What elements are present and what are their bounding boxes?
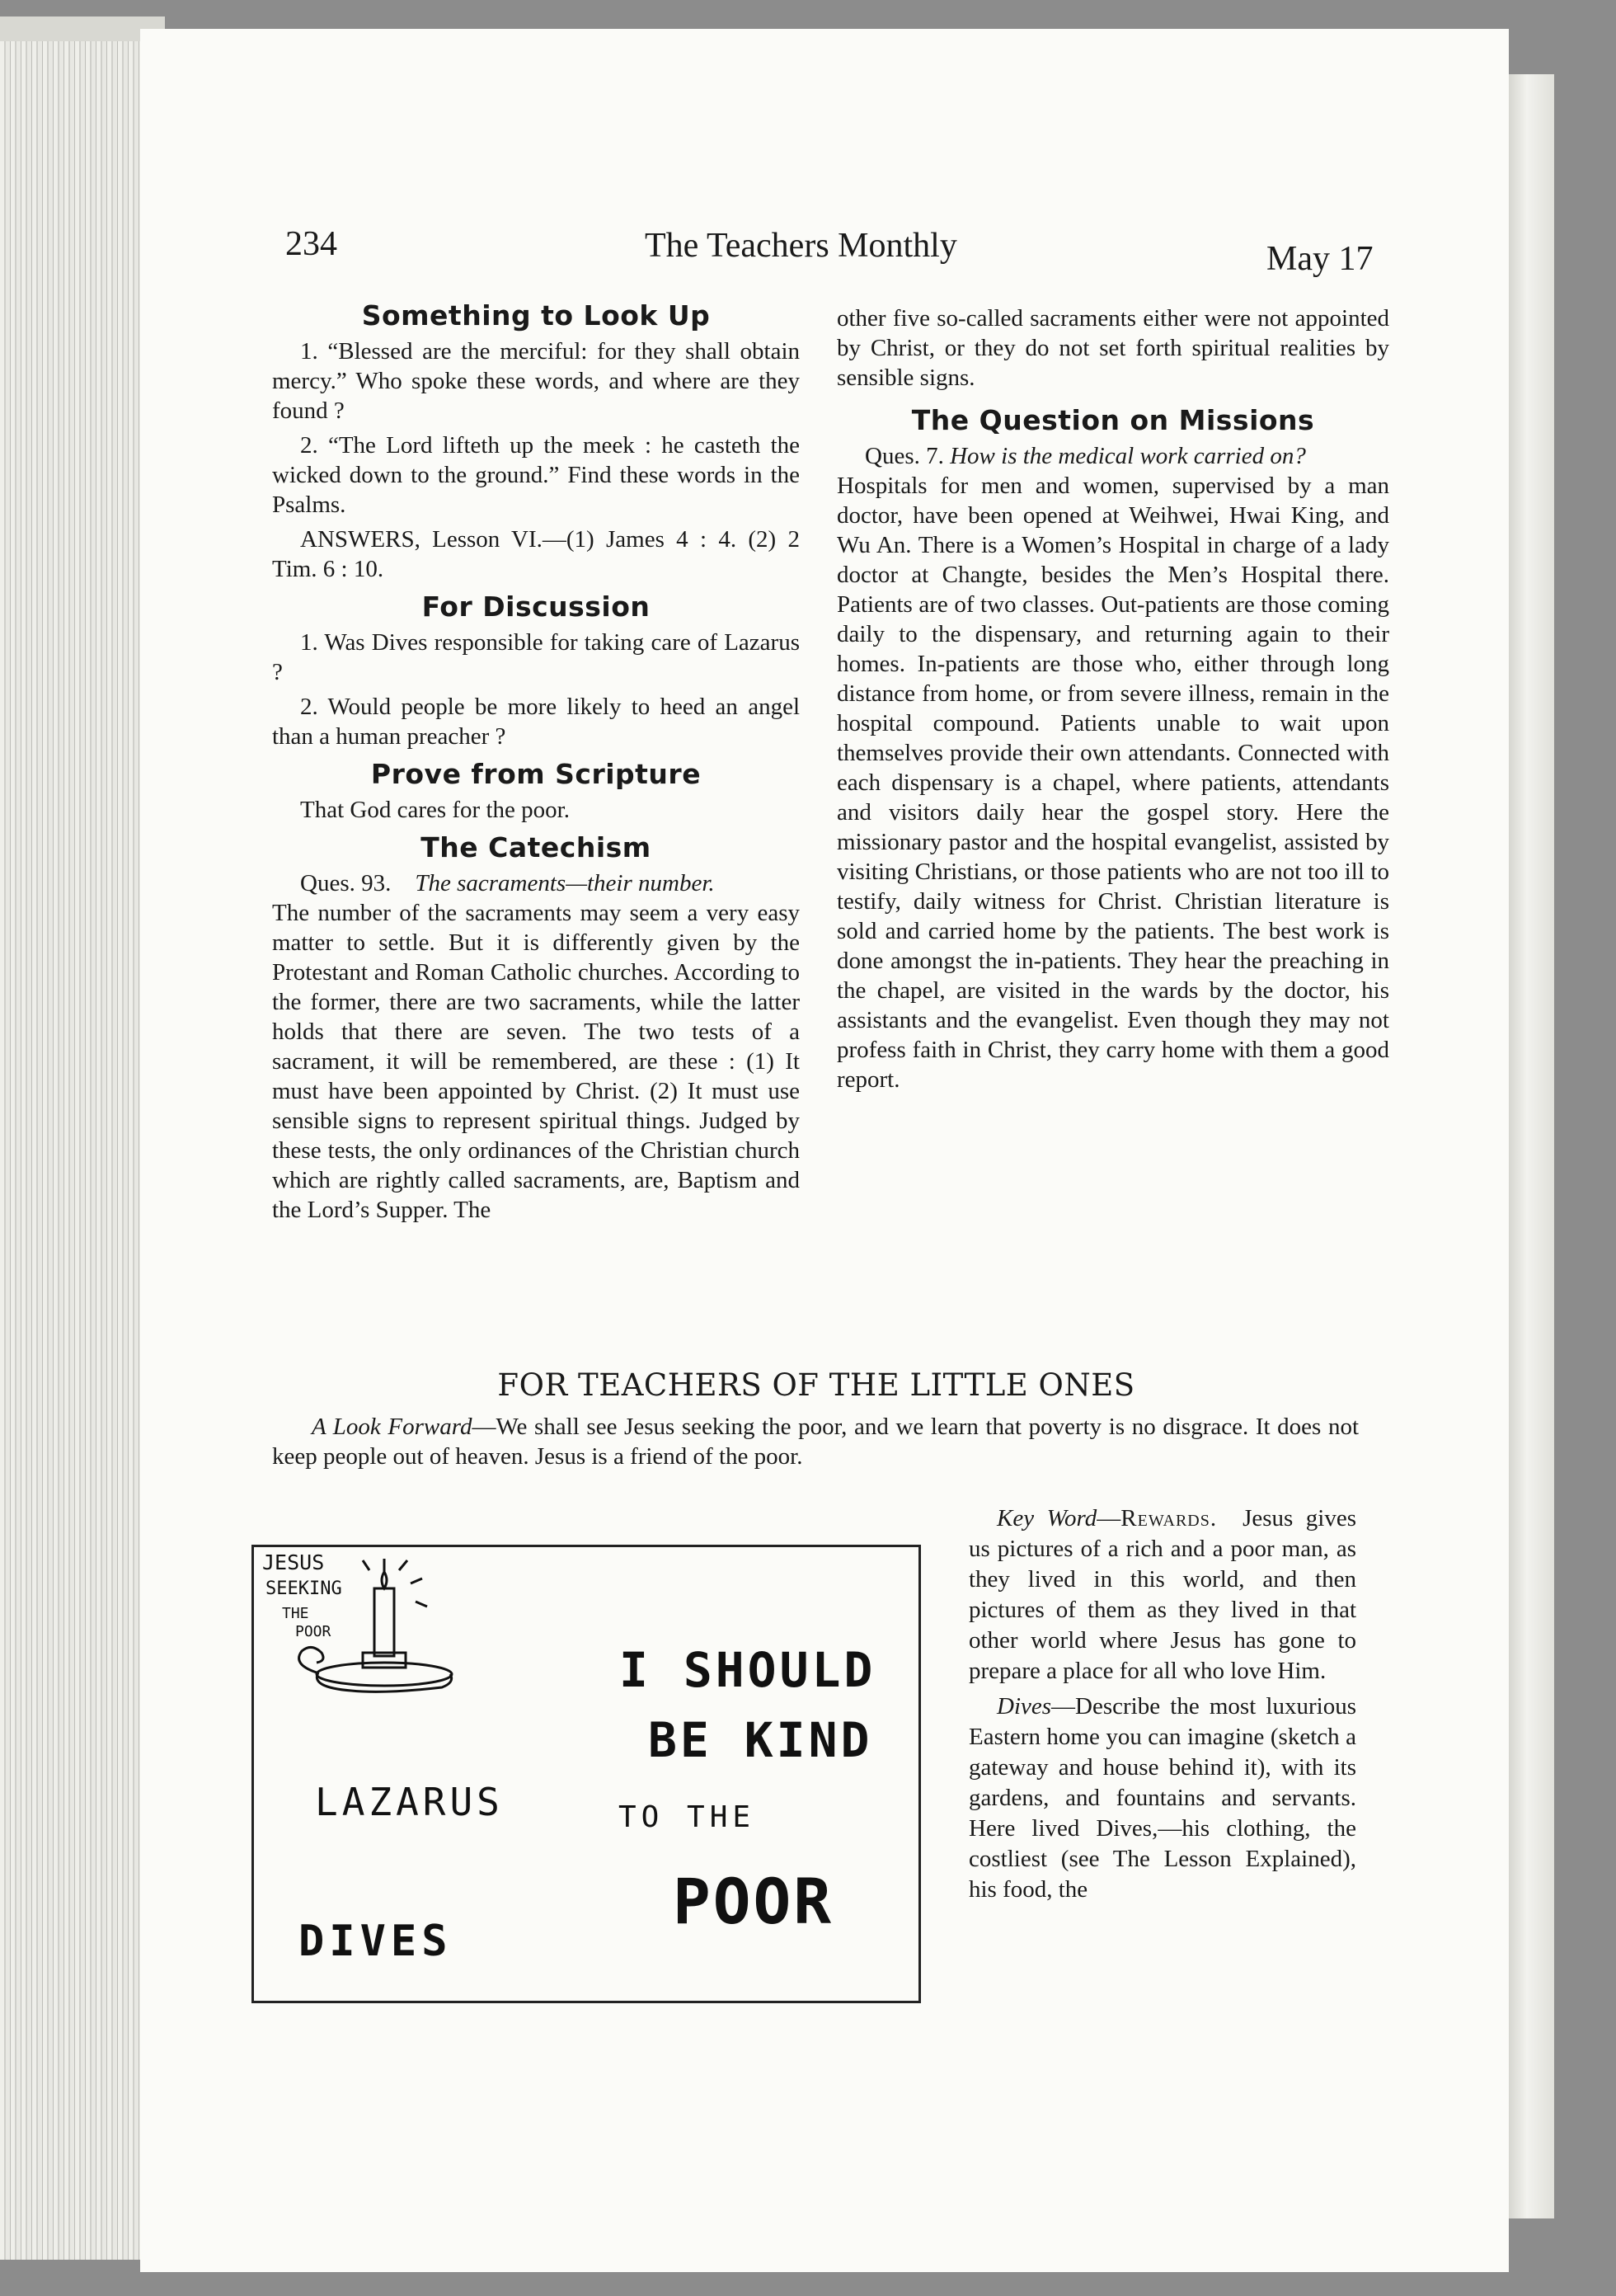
issue-date: May 17 — [1266, 240, 1374, 278]
question-1: 1. “Blessed are the merciful: for they shall obtain mercy.” Who spoke these words, and where are they found ? — [272, 338, 800, 424]
look-forward — [272, 1412, 1359, 1476]
dives-text: —Describe the most luxurious Eastern home you can imagine (sketch a gateway and house behind it), with its gardens, and fountains and servants. Here lived Dives,—his clothing, the costliest (see The Lesson Explained), his food, the — [969, 1693, 1356, 1903]
key-word-label: Key Word — [997, 1505, 1097, 1531]
prove-text: That God cares for the poor. — [300, 797, 570, 823]
discussion-2: 2. Would people be more likely to heed an angel than a human preacher ? — [272, 694, 800, 750]
discussion-1: 1. Was Dives responsible for taking care of Lazarus ? — [272, 629, 800, 685]
facing-page-edge — [1509, 74, 1554, 2218]
heading-for-discussion: For Discussion — [421, 590, 651, 623]
candle-icon — [279, 1555, 460, 1696]
board-dives: DIVES — [298, 1917, 453, 1966]
little-ones-title: FOR TEACHERS OF THE LITTLE ONES — [497, 1367, 1135, 1403]
blackboard-illustration — [251, 1545, 921, 2003]
board-the: THE — [282, 1605, 309, 1622]
board-i-should: I SHOULD — [619, 1642, 876, 1698]
dives-label: Dives — [997, 1693, 1052, 1720]
catechism-continued: other five so-called sacraments either were not appointed by Christ, or they do not set forth spiritual realities by sensible signs. — [837, 305, 1389, 391]
board-to-the: TO THE — [618, 1800, 756, 1834]
missions-label: Ques. 7. — [865, 443, 944, 469]
catechism-title: The sacraments—their number. — [415, 870, 715, 896]
heading-catechism: The Catechism — [420, 831, 651, 863]
board-be-kind: BE KIND — [648, 1712, 873, 1768]
left-column — [272, 293, 800, 1230]
right-column — [837, 303, 1389, 1099]
catechism-question — [272, 868, 800, 898]
missions-answer: Hospitals for men and women, supervised by a man doctor, have been opened at Weihwei, Hwai King, and Wu An. There is a Women’s Hospital in charge of a lady doctor at Changte, besides the Men’s Hospital there. Patients are of two classes. Out-patients are those coming daily to the dispensary, and returning again to their homes. In-patients are those who, either through long distance from home, or from severe illness, remain in the hospital compound. Patients unable to wait upon themselves provide their own attendants. Connected with each dispensary is a chapel, where patients, attendants and visitors daily hear the gospel story. Here the missionary pastor and the hospital evangelist, assisted by visiting Christians, or those patients who are not too ill to testify, daily witness for Christ. Christian literature is sold and carried home by the patients. The best work is done amongst the in-patients. They hear the preaching in the chapel, are visited in the wards by the doctor, his assistants and the evangelist. Even though they may not profess faith in Christ, they carry home with them a good report. — [837, 473, 1389, 1093]
missions-question — [837, 441, 1389, 471]
board-jesus: JESUS — [262, 1550, 325, 1574]
key-word-text: Jesus gives us pictures of a rich and a poor man, as they lived in this world, and then pictures of them as they lived in that other world where Jesus has gone to prepare a place for all who love Him. — [969, 1505, 1357, 1684]
dives-paragraph — [969, 1691, 1356, 1905]
board-lazarus: LAZARUS — [315, 1780, 504, 1824]
book-page-stack — [0, 33, 140, 2260]
running-title: The Teachers Monthly — [645, 227, 957, 265]
page-number: 234 — [285, 225, 337, 263]
key-word-paragraph: Key Word—Rewards. Jesus gives us pictures of a rich and a poor man, as they lived in this world, and then pictures of them as they lived in that other world where Jesus has gone to prepare a place for all who love Him. — [969, 1505, 1357, 1684]
catechism-label: Ques. 93. — [300, 870, 392, 896]
board-poor-small: POOR — [295, 1623, 331, 1640]
heading-prove-from-scripture: Prove from Scripture — [370, 758, 702, 790]
answers: ANSWERS, Lesson VI.—(1) James 4 : 4. (2) 2 Tim. 6 : 10. — [272, 526, 800, 582]
heading-something-to-look-up: Something to Look Up — [361, 299, 711, 332]
question-2: 2. “The Lord lifteth up the meek : he casteth the wicked down to the ground.” Find these words in the Psalms. — [272, 432, 800, 518]
board-poor: POOR — [673, 1865, 834, 1938]
heading-question-on-missions: The Question on Missions — [911, 404, 1315, 436]
look-forward-text: —We shall see Jesus seeking the poor, and we learn that poverty is no disgrace. It does not keep people out of heaven. Jesus is a friend of the poor. — [272, 1414, 1360, 1470]
missions-title: How is the medical work carried on? — [950, 443, 1306, 469]
key-word: Rewards. — [1120, 1505, 1218, 1531]
key-word-column — [969, 1503, 1356, 1910]
look-forward-label: A Look Forward — [312, 1414, 472, 1440]
board-seeking: SEEKING — [265, 1578, 342, 1599]
catechism-answer: The number of the sacraments may seem a very easy matter to settle. But it is differently given by the Protestant and Roman Catholic churches. According to the former, there are two sacraments, while the latter holds that there are seven. The two tests of a sacrament, it will be remembered, are these : (1) It must have been appointed by Christ. (2) It must use sensible signs to represent spiritual things. Judged by these tests, the only ordinances of the Christian church which are rightly called sacraments, are, Baptism and the Lord’s Supper. The — [272, 900, 800, 1223]
